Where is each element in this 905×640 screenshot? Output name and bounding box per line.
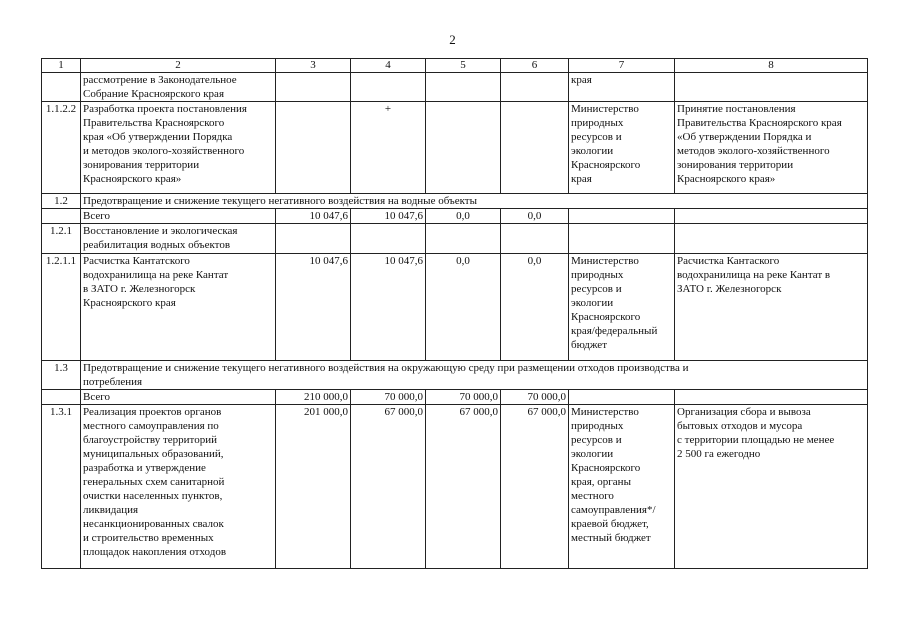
section-number: 1.3 (42, 361, 81, 390)
column-number: 5 (426, 59, 501, 73)
total-amount: 10 047,6 (276, 254, 351, 361)
total-row (42, 390, 868, 405)
year-1-amount: + (351, 102, 426, 194)
year-1-amount: 70 000,0 (351, 390, 426, 405)
year-1-amount: 67 000,0 (351, 405, 426, 569)
year-2-amount (426, 102, 501, 194)
item-description: Разработка проекта постановления Правительства Красноярского края «Об утверждении Порядка и методов эколого-хозяйственного зонирования территории Красноярского края» (81, 102, 276, 194)
page-number: 2 (449, 32, 456, 47)
column-number: 6 (501, 59, 569, 73)
executor (569, 390, 675, 405)
item-description: Всего (81, 209, 276, 224)
year-2-amount (426, 73, 501, 102)
column-number: 7 (569, 59, 675, 73)
executor (569, 224, 675, 254)
expected-result: Организация сбора и вывоза бытовых отходов и мусора с территории площадью не менее 2 500 га ежегодно (675, 405, 868, 569)
section-title: Предотвращение и снижение текущего негативного воздействия на окружающую среду при размещении отходов производства и потребления (81, 361, 868, 390)
year-1-amount: 10 047,6 (351, 254, 426, 361)
year-2-amount: 0,0 (426, 254, 501, 361)
year-1-amount (351, 224, 426, 254)
expected-result (675, 73, 868, 102)
executor (569, 209, 675, 224)
total-amount: 210 000,0 (276, 390, 351, 405)
total-amount: 10 047,6 (276, 209, 351, 224)
table-row (42, 224, 868, 254)
total-amount: 201 000,0 (276, 405, 351, 569)
item-number: 1.1.2.2 (42, 102, 81, 194)
expected-result (675, 224, 868, 254)
column-number: 8 (675, 59, 868, 73)
year-3-amount: 70 000,0 (501, 390, 569, 405)
item-number (42, 209, 81, 224)
section-title: Предотвращение и снижение текущего негативного воздействия на водные объекты (81, 194, 868, 209)
column-number: 3 (276, 59, 351, 73)
expected-result: Принятие постановления Правительства Красноярского края «Об утверждении Порядка и методов эколого-хозяйственного зонирования территории Красноярского края» (675, 102, 868, 194)
item-number (42, 73, 81, 102)
item-description: рассмотрение в Законодательное Собрание Красноярского края (81, 73, 276, 102)
total-amount (276, 224, 351, 254)
year-3-amount: 0,0 (501, 254, 569, 361)
section-number: 1.2 (42, 194, 81, 209)
section-row (42, 194, 868, 209)
year-2-amount (426, 224, 501, 254)
column-number: 4 (351, 59, 426, 73)
item-number: 1.3.1 (42, 405, 81, 569)
total-row (42, 209, 868, 224)
total-amount (276, 73, 351, 102)
expected-result (675, 390, 868, 405)
table-row (42, 254, 868, 361)
expected-result (675, 209, 868, 224)
table-row (42, 405, 868, 569)
year-3-amount (501, 102, 569, 194)
item-description: Всего (81, 390, 276, 405)
year-2-amount: 0,0 (426, 209, 501, 224)
expected-result: Расчистка Кантаского водохранилища на реке Кантат в ЗАТО г. Железногорск (675, 254, 868, 361)
program-measures-table (41, 58, 868, 569)
executor: края (569, 73, 675, 102)
item-number (42, 390, 81, 405)
year-3-amount: 67 000,0 (501, 405, 569, 569)
year-3-amount (501, 73, 569, 102)
executor: Министерство природных ресурсов и экологии Красноярского края/федеральный бюджет (569, 254, 675, 361)
table-row (42, 73, 868, 102)
column-number: 1 (42, 59, 81, 73)
column-number-row (42, 59, 868, 73)
table-row (42, 102, 868, 194)
year-2-amount: 67 000,0 (426, 405, 501, 569)
year-1-amount: 10 047,6 (351, 209, 426, 224)
item-description: Расчистка Кантатского водохранилища на реке Кантат в ЗАТО г. Железногорск Красноярского края (81, 254, 276, 361)
executor: Министерство природных ресурсов и экологии Красноярского края, органы местного самоуправления*/ краевой бюджет, местный бюджет (569, 405, 675, 569)
item-description: Восстановление и экологическая реабилитация водных объектов (81, 224, 276, 254)
total-amount (276, 102, 351, 194)
year-3-amount (501, 224, 569, 254)
column-number: 2 (81, 59, 276, 73)
year-2-amount: 70 000,0 (426, 390, 501, 405)
item-number: 1.2.1 (42, 224, 81, 254)
section-row (42, 361, 868, 390)
item-number: 1.2.1.1 (42, 254, 81, 361)
year-3-amount: 0,0 (501, 209, 569, 224)
executor: Министерство природных ресурсов и экологии Красноярского края (569, 102, 675, 194)
item-description: Реализация проектов органов местного самоуправления по благоустройству территорий муниципальных образований, разработка и утверждение генеральных схем санитарной очистки населенных пунктов, ликвидация несанкционированных свалок и строительство временных площадок накопления отходов (81, 405, 276, 569)
year-1-amount (351, 73, 426, 102)
